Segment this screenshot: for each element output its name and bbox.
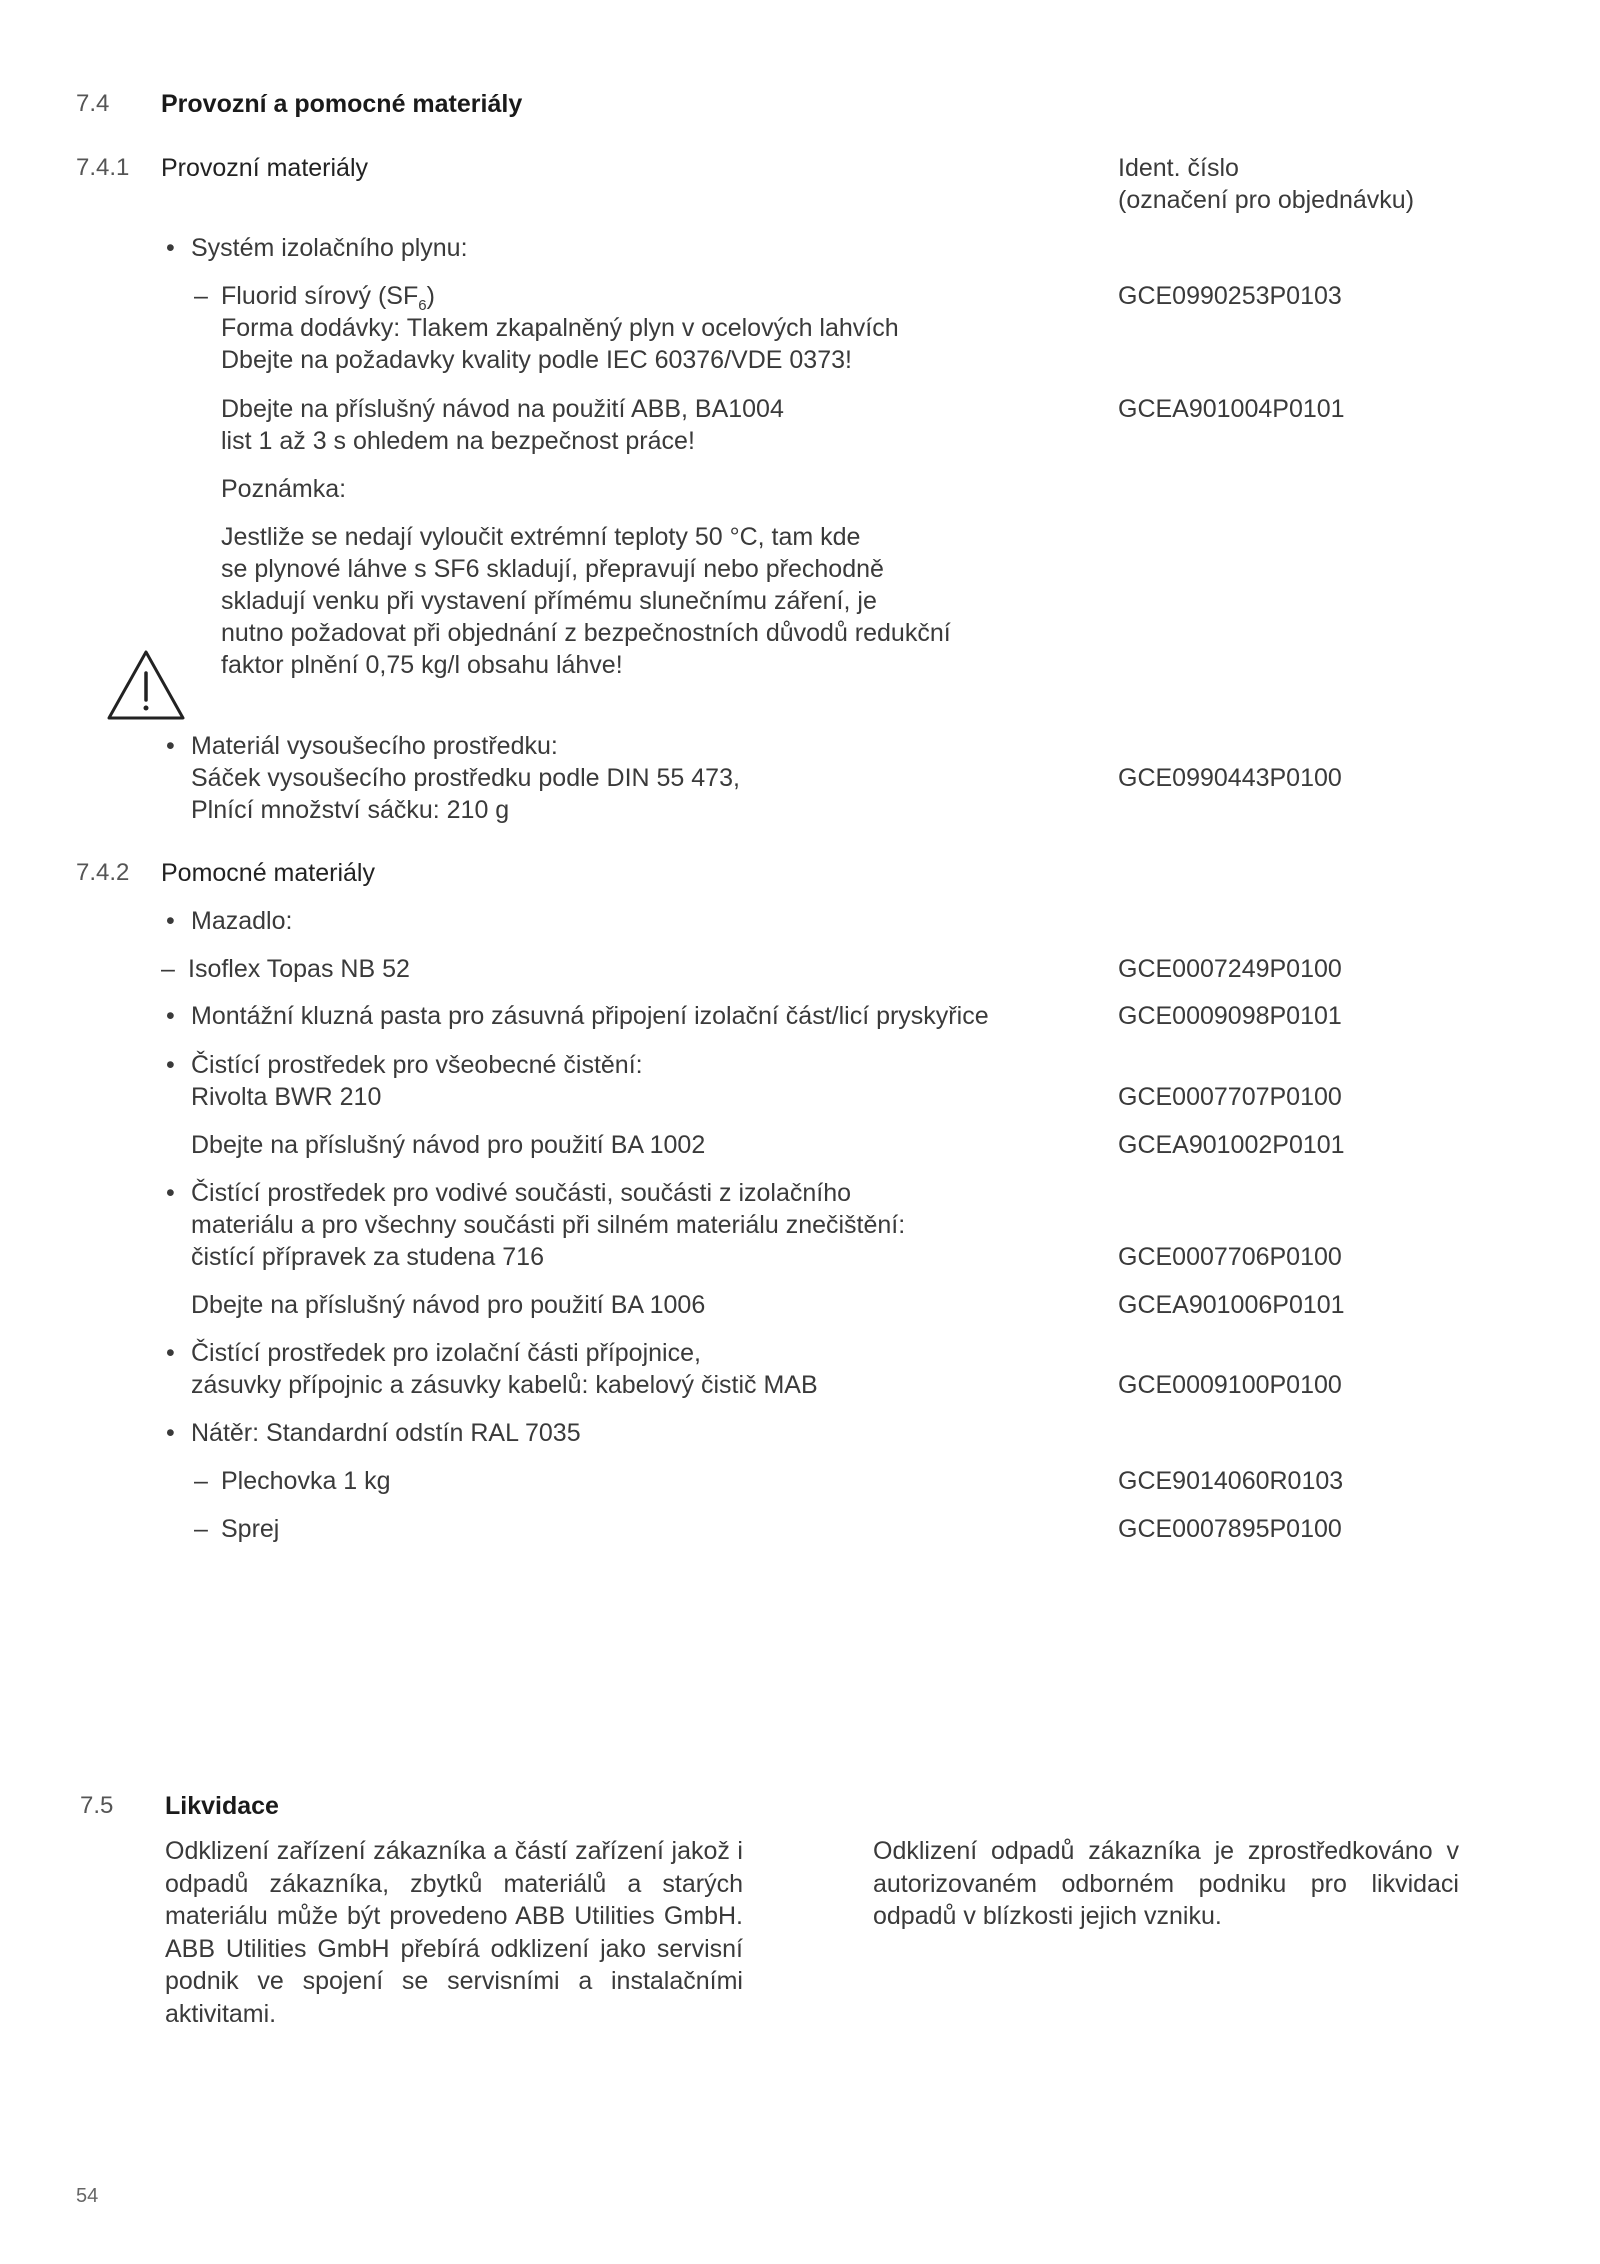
note-line: nutno požadovat při objednání z bezpečnostních důvodů redukční	[221, 619, 951, 647]
list-item: – Sprej	[221, 1513, 279, 1545]
ident-code: GCEA901004P0101	[1118, 395, 1345, 423]
ident-code: GCE0009100P0100	[1118, 1371, 1342, 1399]
text-line: list 1 až 3 s ohledem na bezpečnost práce!	[221, 427, 695, 455]
note-line: skladují venku při vystavení přímému slunečnímu záření, je	[221, 587, 877, 615]
list-item: – Isoflex Topas NB 52	[188, 953, 410, 985]
section-number: 7.4	[76, 90, 110, 117]
list-item: • Nátěr: Standardní odstín RAL 7035	[191, 1417, 581, 1449]
ident-code: GCE0990443P0100	[1118, 764, 1342, 792]
note-line: Jestliže se nedají vyloučit extrémní teploty 50 °C, tam kde	[221, 523, 861, 551]
note-line: faktor plnění 0,75 kg/l obsahu láhve!	[221, 651, 623, 679]
text-line: materiálu a pro všechny součásti při silném materiálu znečištění:	[191, 1211, 906, 1239]
subsection-title: Pomocné materiály	[161, 859, 375, 887]
text-line: Dbejte na příslušný návod na použití ABB, BA1004	[221, 395, 784, 423]
note-line: se plynové láhve s SF6 skladují, přepravují nebo přechodně	[221, 555, 884, 583]
list-item: • Montážní kluzná pasta pro zásuvná připojení izolační část/licí pryskyřice	[191, 1000, 989, 1032]
list-item: • Systém izolačního plynu:	[191, 232, 468, 264]
section-title: Provozní a pomocné materiály	[161, 90, 523, 118]
text-line: Dbejte na příslušný návod pro použití BA 1002	[191, 1131, 706, 1159]
list-item: • Materiál vysoušecího prostředku:	[191, 730, 558, 762]
note-label: Poznámka:	[221, 475, 347, 503]
text-line: Dbejte na příslušný návod pro použití BA 1006	[191, 1291, 706, 1319]
section-title: Likvidace	[165, 1792, 279, 1820]
ident-header-sub: (označení pro objednávku)	[1118, 186, 1415, 214]
subsection-number: 7.4.1	[76, 154, 130, 181]
text-line: Sáček vysoušecího prostředku podle DIN 55 473,	[191, 764, 740, 792]
text-line: zásuvky přípojnic a zásuvky kabelů: kabelový čistič MAB	[191, 1371, 818, 1399]
ident-code: GCE0007249P0100	[1118, 955, 1342, 983]
warning-triangle-icon	[106, 648, 186, 722]
disposal-text-right: Odklizení odpadů zákazníka je zprostředkováno v autorizovaném odborném podniku pro likvidaci odpadů v blízkosti jejich vzniku.	[873, 1837, 1459, 1930]
ident-code: GCE9014060R0103	[1118, 1467, 1344, 1495]
text-line: Rivolta BWR 210	[191, 1083, 382, 1111]
list-item: • Čistící prostředek pro izolační části přípojnice,	[191, 1337, 701, 1369]
page-number: 54	[76, 2185, 99, 2207]
section-number: 7.5	[80, 1792, 114, 1819]
text-line: Forma dodávky: Tlakem zkapalněný plyn v ocelových lahvích	[221, 314, 899, 342]
ident-code: GCE0007707P0100	[1118, 1083, 1342, 1111]
list-item: • Čistící prostředek pro všeobecné čistění:	[191, 1049, 643, 1081]
ident-code: GCE0009098P0101	[1118, 1002, 1342, 1030]
ident-code: GCEA901006P0101	[1118, 1291, 1345, 1319]
ident-code: GCEA901002P0101	[1118, 1131, 1345, 1159]
list-item: • Mazadlo:	[191, 905, 292, 937]
list-item: • Čistící prostředek pro vodivé součásti, součásti z izolačního	[191, 1177, 851, 1209]
disposal-text-left: Odklizení zařízení zákazníka a částí zařízení jakož i odpadů zákazníka, zbytků materiálů a starých materiálu může být provedeno ABB Utilities GmbH. ABB Utilities GmbH přebírá odklizení jako servisní podnik ve spojení se servisními a instalačními aktivitami.	[165, 1837, 743, 2028]
text-line: Dbejte na požadavky kvality podle IEC 60376/VDE 0373!	[221, 346, 852, 374]
subsection-number: 7.4.2	[76, 859, 130, 886]
subsection-title: Provozní materiály	[161, 154, 369, 182]
ident-code: GCE0007895P0100	[1118, 1515, 1342, 1543]
ident-code: GCE0990253P0103	[1118, 282, 1342, 310]
list-item: – Plechovka 1 kg	[221, 1465, 391, 1497]
text-line: Plnící množství sáčku: 210 g	[191, 796, 510, 824]
ident-code: GCE0007706P0100	[1118, 1243, 1342, 1271]
list-item: – Fluorid sírový $(SF_6)$	[221, 280, 435, 312]
text-line: čistící přípravek za studena 716	[191, 1243, 544, 1271]
ident-header: Ident. číslo	[1118, 154, 1239, 182]
